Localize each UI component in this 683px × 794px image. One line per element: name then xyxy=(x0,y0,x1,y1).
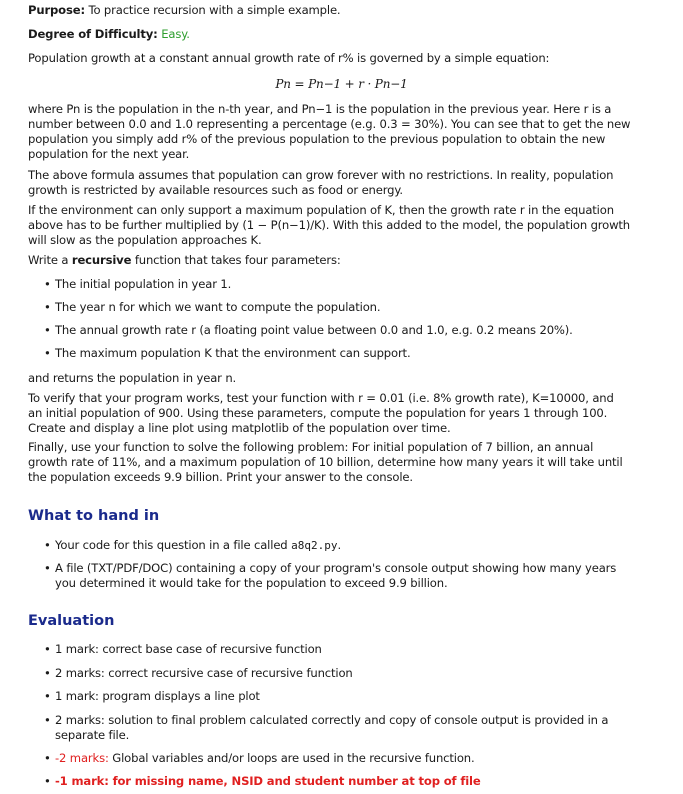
write-instruction xyxy=(28,253,631,268)
purpose-text: To practice recursion with a simple example. xyxy=(88,3,341,17)
handin-item1-suffix: . xyxy=(337,538,341,552)
evaluation-item xyxy=(40,689,631,704)
evaluation-text: 2 marks: solution to final problem calculated correctly and copy of console output is provided in a separate file. xyxy=(55,713,609,742)
difficulty-line xyxy=(28,27,631,42)
returns-text: and returns the population in year n. xyxy=(28,371,237,385)
write-recursive: recursive xyxy=(71,253,132,267)
penalty1-label: -2 marks: xyxy=(55,751,109,765)
evaluation-item xyxy=(40,642,631,657)
finally-paragraph: Finally, use your function to solve the following problem: For initial population of 7 billion, an annual growth rate of 11%, and a maximum population of 10 billion, determine how many years it will take until the population exceeds 9.9 billion. Print your answer to the console. xyxy=(28,440,623,484)
handin-item xyxy=(40,538,631,553)
handin-item1-prefix: Your code for this question in a file called xyxy=(55,538,288,552)
bullet-dot: • xyxy=(44,561,51,575)
difficulty-label: Degree of Difficulty: xyxy=(28,27,158,41)
write-suffix: function that takes four parameters: xyxy=(134,253,341,267)
bullet-dot: • xyxy=(44,751,51,765)
penalty-item xyxy=(40,751,631,766)
purpose-label: Purpose: xyxy=(28,3,85,17)
handin-item xyxy=(40,561,631,591)
param-item xyxy=(40,300,631,315)
penalty-item xyxy=(40,774,631,789)
bullet-dot: • xyxy=(44,689,51,703)
growth-formula: Pn = Pn−1 + r · Pn−1 xyxy=(275,77,408,91)
bullet-dot: • xyxy=(44,774,51,788)
difficulty-value: Easy. xyxy=(161,27,190,41)
evaluation-item xyxy=(40,666,631,681)
evaluation-text: 1 mark: correct base case of recursive function xyxy=(55,642,322,656)
penalty1-text: Global variables and/or loops are used in the recursive function. xyxy=(112,751,475,765)
intro-text: Population growth at a constant annual growth rate of r% is governed by a simple equation: xyxy=(28,51,550,65)
param-text: The annual growth rate r (a floating point value between 0.0 and 1.0, e.g. 0.2 means 20%). xyxy=(55,323,573,337)
handin-filename: a8q2.py xyxy=(291,539,338,552)
environment-paragraph: If the environment can only support a maximum population of K, then the growth rate r in the equation above has to be further multiplied by (1 − P(n−1)/K). With this added to the model, the population growth will slow as the population approaches K. xyxy=(28,203,631,247)
bullet-dot: • xyxy=(44,346,51,360)
param-item xyxy=(40,346,631,361)
handin-heading: What to hand in xyxy=(28,508,160,524)
verify-paragraph: To verify that your program works, test your function with r = 0.01 (i.e. 8% growth rate), K=10000, and an initial population of 900. Using these parameters, compute the population for years 1 through 100. Create and display a line plot using matplotlib of the population over time. xyxy=(28,391,614,435)
bullet-dot: • xyxy=(44,323,51,337)
write-prefix: Write a xyxy=(28,253,69,267)
where-paragraph: where Pn is the population in the n-th year, and Pn−1 is the population in the previous year. Here r is a number between 0.0 and 1.0 representing a percentage (e.g. 0.3 = 30%). You can see that to get the new population you simply add r% of the previous population to the previous population to obtain the new population for the next year. xyxy=(28,102,631,161)
param-text: The initial population in year 1. xyxy=(55,277,232,291)
bullet-dot: • xyxy=(44,666,51,680)
evaluation-text: 2 marks: correct recursive case of recursive function xyxy=(55,666,353,680)
penalty2-text: -1 mark: for missing name, NSID and student number at top of file xyxy=(55,774,481,788)
bullet-dot: • xyxy=(44,713,51,727)
param-text: The year n for which we want to compute the population. xyxy=(55,300,381,314)
assumes-paragraph: The above formula assumes that population can grow forever with no restrictions. In reality, population growth is restricted by available resources such as food or energy. xyxy=(28,168,614,197)
purpose-line xyxy=(28,3,631,18)
evaluation-item xyxy=(40,713,631,743)
bullet-dot: • xyxy=(44,538,51,552)
param-item xyxy=(40,277,631,292)
bullet-dot: • xyxy=(44,277,51,291)
evaluation-text: 1 mark: program displays a line plot xyxy=(55,689,260,703)
handin-item2-text: A file (TXT/PDF/DOC) containing a copy of your program's console output showing how many years you determined it would take for the population to exceed 9.9 billion. xyxy=(55,561,617,590)
param-item xyxy=(40,323,631,338)
bullet-dot: • xyxy=(44,300,51,314)
evaluation-heading: Evaluation xyxy=(28,613,115,629)
param-text: The maximum population K that the environment can support. xyxy=(55,346,411,360)
bullet-dot: • xyxy=(44,642,51,656)
